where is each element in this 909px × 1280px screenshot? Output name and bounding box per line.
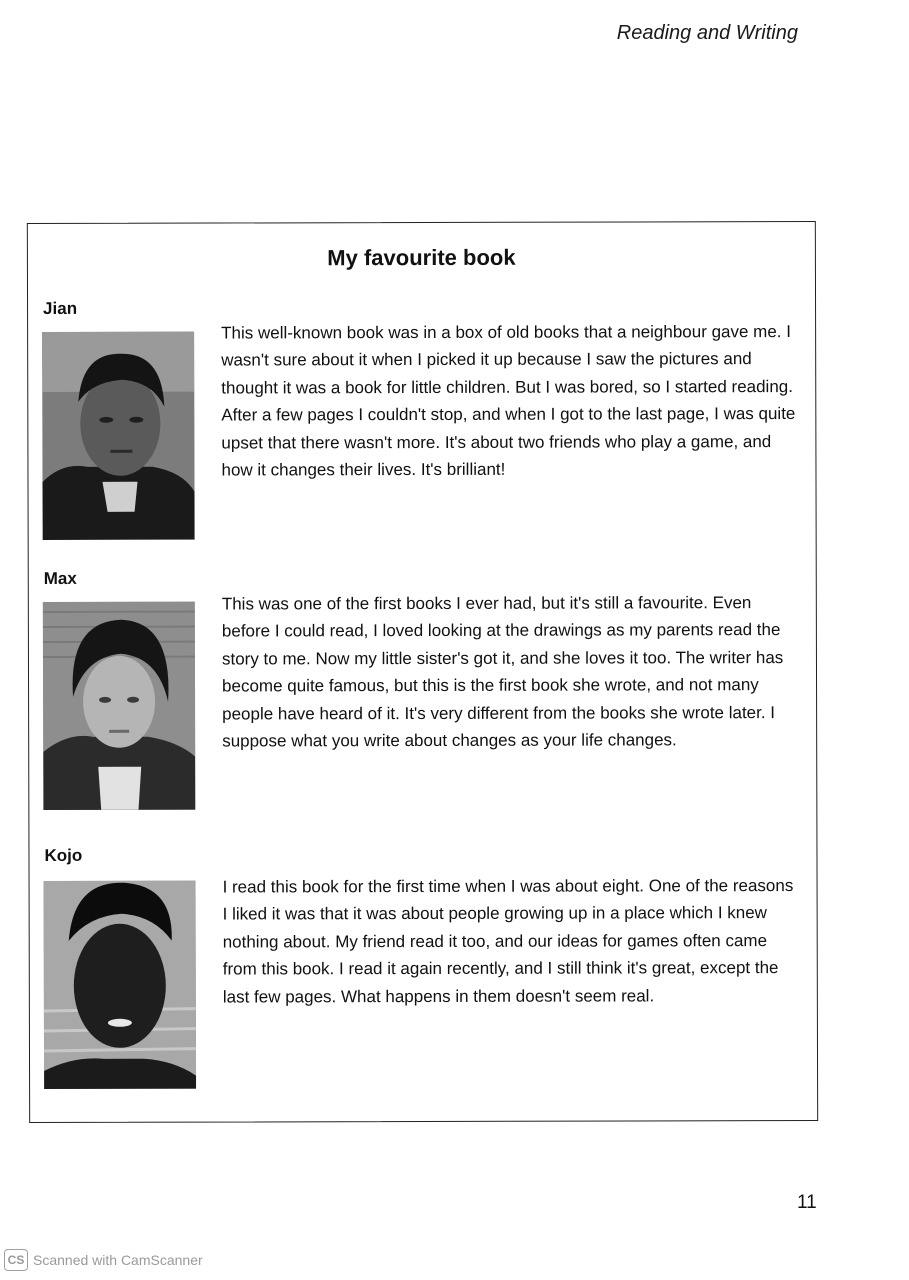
entry-name-jian: Jian xyxy=(43,298,78,318)
page-number: 11 xyxy=(797,1192,817,1213)
entry-text-kojo: I read this book for the first time when I was about eight. One of the reasons I liked it was that it was about people growing up in a place which I knew nothing about. My friend read it too, and our ideas for games often came from this book. I read it again recently, and I still think it's great, except the last few pages. What happens in them doesn't seem real. xyxy=(222,876,794,1007)
article-title: My favourite book xyxy=(327,244,516,271)
section-header: Reading and Writing xyxy=(616,22,798,44)
photo-kojo xyxy=(44,881,197,1089)
entry-name-kojo: Kojo xyxy=(44,845,83,865)
photo-max xyxy=(43,602,196,810)
camscanner-logo-icon: CS xyxy=(4,1249,28,1271)
photo-jian xyxy=(42,332,195,540)
entry-text-jian: This well-known book was in a box of old books that a neighbour gave me. I wasn't sure about it when I picked it up because I saw the pictures and thought it was a book for little children. But I was bored, so I started reading. After a few pages I couldn't stop, and when I got to the last page, I was quite upset that there wasn't more. It's about two friends who play a game, and how it changes their lives. It's brilliant! xyxy=(221,322,796,480)
entry-text-max: This was one of the first books I ever had, but it's still a favourite. Even before I could read, I loved looking at the drawings as my parents read the story to me. Now my little sister's got it, and she loves it too. The writer has become quite famous, but this is the first book she wrote, and not many people have heard of it. It's very different from the books she wrote later. I suppose what you write about changes as your life changes. xyxy=(221,593,784,751)
camscanner-watermark xyxy=(4,1249,203,1271)
article-box xyxy=(27,221,818,1123)
watermark-text: Scanned with CamScanner xyxy=(33,1252,203,1268)
entry-name-max: Max xyxy=(43,568,77,588)
